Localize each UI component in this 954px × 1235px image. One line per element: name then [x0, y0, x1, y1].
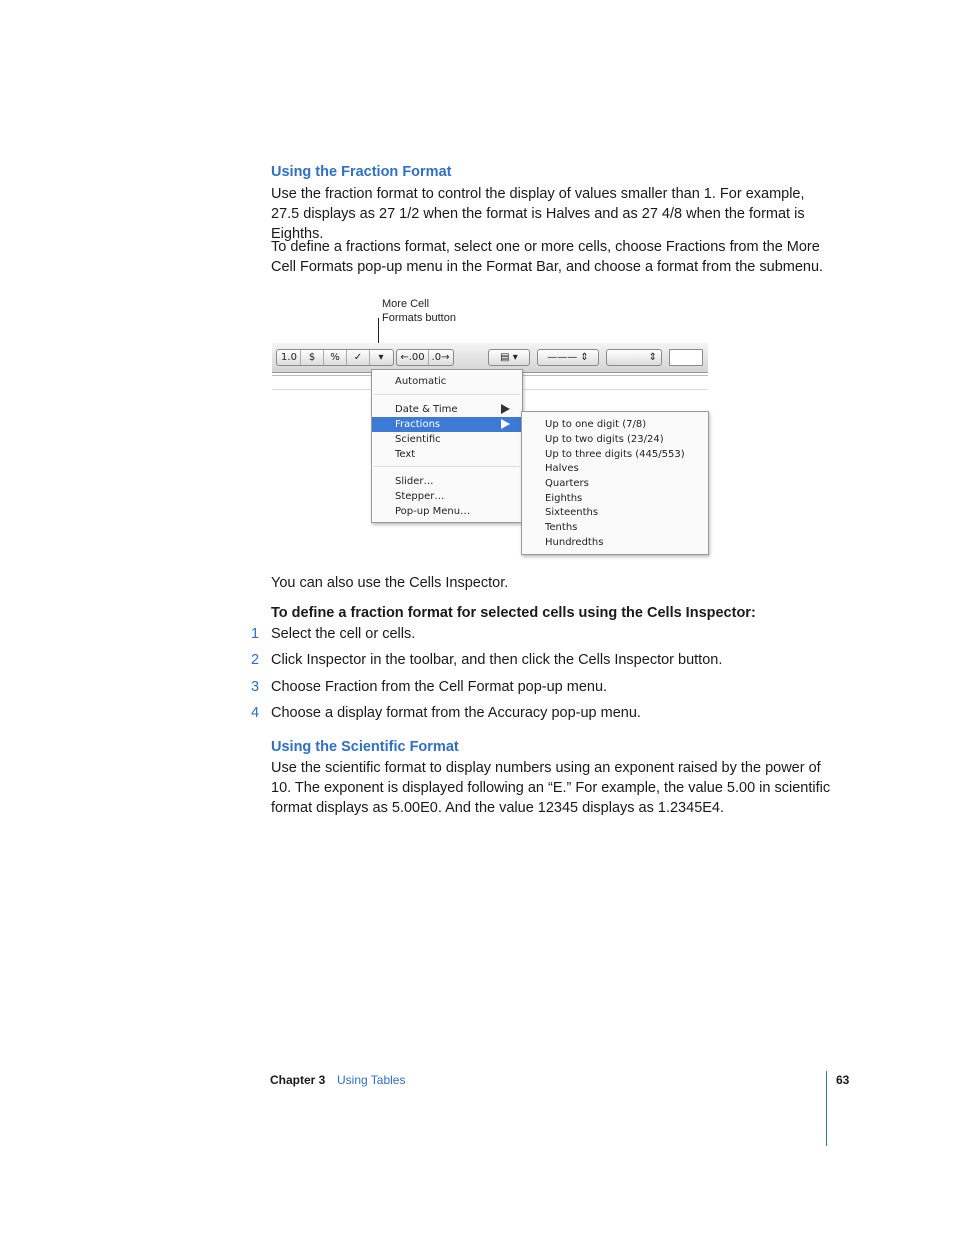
alignment-icon: ▤ ▾	[500, 352, 518, 363]
step-text-4: Choose a display format from the Accuracy pop-up menu.	[271, 705, 641, 721]
color-well[interactable]	[669, 349, 703, 366]
submenu-item-halves[interactable]: Halves	[545, 463, 579, 474]
more-cell-formats-button[interactable]: ▾	[378, 352, 384, 363]
menu-item-label: Automatic	[395, 376, 447, 387]
menu-item-text[interactable]	[372, 447, 522, 462]
section-heading-scientific: Using the Scientific Format	[271, 739, 459, 755]
currency-format-button[interactable]: $	[301, 350, 324, 365]
line-style-popup[interactable]	[537, 349, 599, 366]
callout-line-2: Formats button	[382, 312, 456, 324]
menu-item-label: Date & Time	[395, 404, 458, 415]
submenu-item-two-digits[interactable]: Up to two digits (23/24)	[545, 434, 664, 445]
menu-separator	[374, 466, 520, 467]
line-style-icon: ——— ⇕	[547, 352, 589, 363]
fractions-submenu	[521, 411, 709, 555]
paragraph-fraction-define: To define a fractions format, select one or more cells, choose Fractions from the More Cell Formats pop-up menu in the Format Bar, and choose a format from the submenu.	[271, 239, 824, 275]
decimals-group	[396, 349, 454, 366]
submenu-item-eighths[interactable]: Eighths	[545, 493, 583, 504]
step-text-1: Select the cell or cells.	[271, 626, 416, 642]
menu-item-label: Fractions	[395, 419, 441, 430]
submenu-arrow-icon	[501, 404, 510, 414]
menu-item-popup-menu[interactable]	[372, 504, 522, 519]
increase-decimals-button[interactable]: ←.00	[398, 350, 429, 365]
percent-format-button[interactable]: %	[324, 350, 347, 365]
section-heading-fraction: Using the Fraction Format	[271, 164, 452, 180]
line-weight-popup[interactable]	[606, 349, 662, 366]
step-number-2: 2	[251, 652, 260, 668]
decrease-decimals-button[interactable]: .0→	[431, 352, 450, 363]
more-cell-formats-menu	[371, 369, 523, 523]
paragraph-scientific: Use the scientific format to display numbers using an exponent raised by the power of 10. The exponent is displayed following an “E.” For example, the value 5.00 in scientific format displays as 5.00E0. And the value 12345 displays as 1.2345E4.	[271, 760, 831, 816]
step-text-2: Click Inspector in the toolbar, and then click the Cells Inspector button.	[271, 652, 723, 668]
menu-item-automatic[interactable]	[372, 374, 522, 389]
submenu-item-three-digits[interactable]: Up to three digits (445/553)	[545, 449, 685, 460]
footer-chapter: Chapter 3	[270, 1073, 326, 1087]
menu-item-label: Scientific	[395, 434, 441, 445]
menu-item-label: Text	[395, 449, 416, 460]
page-number: 63	[836, 1073, 850, 1087]
menu-item-label: Slider…	[395, 476, 434, 487]
figure-callout	[382, 297, 456, 325]
menu-item-slider[interactable]	[372, 474, 522, 489]
callout-line-1: More Cell	[382, 298, 430, 310]
paragraph-fraction-intro: Use the fraction format to control the display of values smaller than 1. For example, 27.5 displays as 27 1/2 when the format is Halves and as 27 4/8 when the format is Eighths.	[271, 186, 805, 242]
submenu-item-quarters[interactable]: Quarters	[545, 478, 589, 489]
step-number-4: 4	[251, 705, 260, 721]
format-buttons-group	[276, 349, 394, 366]
stepper-arrows-icon: ⇕	[648, 352, 657, 363]
task-heading: To define a fraction format for selected cells using the Cells Inspector:	[271, 605, 756, 621]
paragraph-cells-inspector: You can also use the Cells Inspector.	[271, 575, 509, 591]
menu-item-label: Stepper…	[395, 491, 445, 502]
submenu-item-tenths[interactable]: Tenths	[545, 522, 578, 533]
format-bar-screenshot	[272, 343, 709, 555]
alignment-popup[interactable]	[488, 349, 530, 366]
menu-item-scientific[interactable]	[372, 432, 522, 447]
menu-item-date-time[interactable]	[372, 402, 522, 417]
checkbox-format-button[interactable]: ✓	[347, 350, 370, 365]
menu-item-label: Pop-up Menu…	[395, 506, 471, 517]
submenu-item-one-digit[interactable]: Up to one digit (7/8)	[545, 419, 647, 430]
menu-separator	[374, 394, 520, 395]
step-number-1: 1	[251, 626, 260, 642]
step-number-3: 3	[251, 679, 260, 695]
submenu-item-sixteenths[interactable]: Sixteenths	[545, 507, 599, 518]
footer-chapter-title: Using Tables	[337, 1073, 406, 1087]
menu-item-fractions[interactable]	[372, 417, 522, 432]
footer-divider	[826, 1071, 827, 1146]
submenu-item-hundredths[interactable]: Hundredths	[545, 537, 604, 548]
decimal-format-button[interactable]: 1.0	[278, 350, 301, 365]
menu-item-stepper[interactable]	[372, 489, 522, 504]
step-text-3: Choose Fraction from the Cell Format pop-up menu.	[271, 679, 608, 695]
submenu-arrow-icon	[501, 419, 510, 429]
